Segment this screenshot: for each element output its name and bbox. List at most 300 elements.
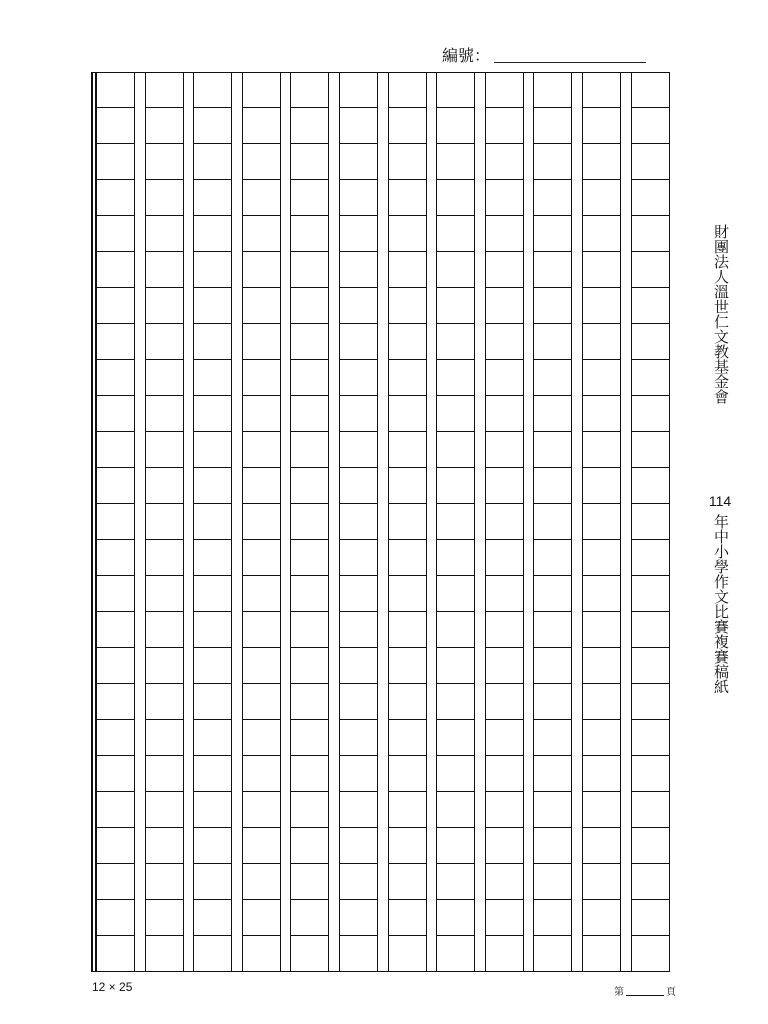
grid-cell[interactable] (340, 144, 377, 180)
grid-cell[interactable] (583, 252, 620, 288)
grid-cell[interactable] (534, 684, 571, 720)
grid-cell[interactable] (97, 936, 134, 972)
grid-cell[interactable] (389, 540, 426, 576)
grid-cell[interactable] (534, 252, 571, 288)
grid-cell[interactable] (583, 720, 620, 756)
grid-cell[interactable] (534, 396, 571, 432)
grid-cell[interactable] (340, 576, 377, 612)
grid-cell[interactable] (340, 864, 377, 900)
grid-cell[interactable] (97, 792, 134, 828)
grid-cell[interactable] (194, 756, 231, 792)
grid-cell[interactable] (291, 936, 328, 972)
grid-cell[interactable] (291, 504, 328, 540)
grid-cell[interactable] (437, 684, 474, 720)
grid-cell[interactable] (437, 180, 474, 216)
grid-cell[interactable] (534, 216, 571, 252)
grid-cell[interactable] (486, 756, 523, 792)
grid-cell[interactable] (389, 468, 426, 504)
grid-cell[interactable] (97, 324, 134, 360)
grid-cell[interactable] (146, 252, 183, 288)
grid-cell[interactable] (194, 360, 231, 396)
grid-cell[interactable] (243, 504, 280, 540)
grid-cell[interactable] (194, 432, 231, 468)
grid-cell[interactable] (194, 108, 231, 144)
grid-cell[interactable] (146, 468, 183, 504)
grid-cell[interactable] (534, 108, 571, 144)
grid-cell[interactable] (534, 540, 571, 576)
grid-cell[interactable] (534, 936, 571, 972)
grid-cell[interactable] (146, 504, 183, 540)
grid-cell[interactable] (437, 756, 474, 792)
grid-cell[interactable] (146, 396, 183, 432)
grid-cell[interactable] (534, 828, 571, 864)
grid-cell[interactable] (583, 432, 620, 468)
grid-cell[interactable] (194, 468, 231, 504)
grid-cell[interactable] (146, 360, 183, 396)
grid-cell[interactable] (534, 360, 571, 396)
grid-cell[interactable] (243, 324, 280, 360)
grid-cell[interactable] (146, 180, 183, 216)
grid-cell[interactable] (632, 756, 669, 792)
grid-cell[interactable] (583, 936, 620, 972)
grid-cell[interactable] (194, 396, 231, 432)
grid-cell[interactable] (583, 360, 620, 396)
grid-cell[interactable] (389, 900, 426, 936)
grid-cell[interactable] (146, 864, 183, 900)
grid-cell[interactable] (534, 648, 571, 684)
grid-cell[interactable] (389, 612, 426, 648)
grid-cell[interactable] (583, 144, 620, 180)
grid-cell[interactable] (583, 288, 620, 324)
grid-cell[interactable] (389, 864, 426, 900)
grid-cell[interactable] (194, 720, 231, 756)
grid-cell[interactable] (340, 756, 377, 792)
grid-cell[interactable] (243, 540, 280, 576)
grid-cell[interactable] (291, 756, 328, 792)
grid-cell[interactable] (486, 864, 523, 900)
grid-cell[interactable] (534, 468, 571, 504)
grid-cell[interactable] (97, 684, 134, 720)
grid-cell[interactable] (486, 540, 523, 576)
grid-cell[interactable] (583, 468, 620, 504)
grid-cell[interactable] (97, 108, 134, 144)
grid-cell[interactable] (243, 684, 280, 720)
grid-cell[interactable] (243, 792, 280, 828)
grid-cell[interactable] (534, 576, 571, 612)
grid-cell[interactable] (534, 900, 571, 936)
grid-cell[interactable] (583, 504, 620, 540)
grid-cell[interactable] (340, 324, 377, 360)
grid-cell[interactable] (486, 432, 523, 468)
grid-cell[interactable] (291, 144, 328, 180)
grid-cell[interactable] (534, 288, 571, 324)
grid-cell[interactable] (291, 540, 328, 576)
grid-cell[interactable] (340, 828, 377, 864)
grid-cell[interactable] (534, 324, 571, 360)
grid-cell[interactable] (97, 828, 134, 864)
grid-cell[interactable] (632, 684, 669, 720)
grid-cell[interactable] (583, 576, 620, 612)
grid-cell[interactable] (97, 756, 134, 792)
grid-cell[interactable] (486, 108, 523, 144)
grid-cell[interactable] (340, 216, 377, 252)
grid-cell[interactable] (583, 216, 620, 252)
grid-cell[interactable] (486, 792, 523, 828)
grid-cell[interactable] (486, 504, 523, 540)
grid-cell[interactable] (340, 180, 377, 216)
grid-cell[interactable] (291, 720, 328, 756)
grid-cell[interactable] (486, 252, 523, 288)
grid-cell[interactable] (291, 648, 328, 684)
grid-cell[interactable] (583, 828, 620, 864)
grid-cell[interactable] (340, 288, 377, 324)
grid-cell[interactable] (437, 720, 474, 756)
grid-cell[interactable] (534, 72, 571, 108)
grid-cell[interactable] (243, 432, 280, 468)
grid-cell[interactable] (437, 288, 474, 324)
grid-cell[interactable] (146, 936, 183, 972)
grid-cell[interactable] (97, 576, 134, 612)
grid-cell[interactable] (534, 180, 571, 216)
grid-cell[interactable] (194, 216, 231, 252)
grid-cell[interactable] (340, 900, 377, 936)
grid-cell[interactable] (389, 324, 426, 360)
grid-cell[interactable] (291, 396, 328, 432)
grid-cell[interactable] (389, 360, 426, 396)
grid-cell[interactable] (340, 108, 377, 144)
grid-cell[interactable] (632, 828, 669, 864)
grid-cell[interactable] (583, 540, 620, 576)
grid-cell[interactable] (437, 648, 474, 684)
grid-cell[interactable] (632, 576, 669, 612)
grid-cell[interactable] (194, 540, 231, 576)
grid-cell[interactable] (437, 144, 474, 180)
grid-cell[interactable] (194, 576, 231, 612)
grid-cell[interactable] (243, 360, 280, 396)
grid-cell[interactable] (194, 648, 231, 684)
grid-cell[interactable] (389, 72, 426, 108)
grid-cell[interactable] (437, 504, 474, 540)
grid-cell[interactable] (389, 684, 426, 720)
grid-cell[interactable] (632, 288, 669, 324)
grid-cell[interactable] (146, 324, 183, 360)
grid-cell[interactable] (389, 828, 426, 864)
grid-cell[interactable] (146, 108, 183, 144)
grid-cell[interactable] (146, 720, 183, 756)
grid-cell[interactable] (194, 828, 231, 864)
grid-cell[interactable] (97, 288, 134, 324)
grid-cell[interactable] (486, 144, 523, 180)
grid-cell[interactable] (146, 756, 183, 792)
grid-cell[interactable] (583, 396, 620, 432)
grid-cell[interactable] (146, 72, 183, 108)
grid-cell[interactable] (243, 936, 280, 972)
grid-cell[interactable] (97, 72, 134, 108)
grid-cell[interactable] (583, 612, 620, 648)
grid-cell[interactable] (389, 576, 426, 612)
grid-cell[interactable] (389, 252, 426, 288)
grid-cell[interactable] (146, 648, 183, 684)
grid-cell[interactable] (632, 864, 669, 900)
grid-cell[interactable] (146, 792, 183, 828)
grid-cell[interactable] (146, 900, 183, 936)
grid-cell[interactable] (486, 468, 523, 504)
grid-cell[interactable] (291, 864, 328, 900)
grid-cell[interactable] (291, 828, 328, 864)
grid-cell[interactable] (389, 936, 426, 972)
grid-cell[interactable] (486, 360, 523, 396)
grid-cell[interactable] (146, 684, 183, 720)
grid-cell[interactable] (437, 360, 474, 396)
grid-cell[interactable] (437, 792, 474, 828)
grid-cell[interactable] (632, 324, 669, 360)
grid-cell[interactable] (340, 540, 377, 576)
grid-cell[interactable] (146, 576, 183, 612)
grid-cell[interactable] (389, 396, 426, 432)
grid-cell[interactable] (437, 576, 474, 612)
grid-cell[interactable] (486, 324, 523, 360)
grid-cell[interactable] (632, 432, 669, 468)
grid-cell[interactable] (632, 360, 669, 396)
grid-cell[interactable] (583, 180, 620, 216)
grid-cell[interactable] (389, 288, 426, 324)
grid-cell[interactable] (486, 396, 523, 432)
grid-cell[interactable] (340, 360, 377, 396)
grid-cell[interactable] (340, 792, 377, 828)
grid-cell[interactable] (97, 252, 134, 288)
grid-cell[interactable] (632, 720, 669, 756)
grid-cell[interactable] (486, 72, 523, 108)
grid-cell[interactable] (243, 900, 280, 936)
grid-cell[interactable] (534, 756, 571, 792)
grid-cell[interactable] (486, 720, 523, 756)
grid-cell[interactable] (340, 468, 377, 504)
grid-cell[interactable] (146, 216, 183, 252)
grid-cell[interactable] (291, 324, 328, 360)
grid-cell[interactable] (389, 504, 426, 540)
grid-cell[interactable] (194, 144, 231, 180)
grid-cell[interactable] (243, 576, 280, 612)
grid-cell[interactable] (97, 216, 134, 252)
grid-cell[interactable] (194, 864, 231, 900)
grid-cell[interactable] (291, 216, 328, 252)
grid-cell[interactable] (194, 252, 231, 288)
grid-cell[interactable] (291, 900, 328, 936)
grid-cell[interactable] (243, 252, 280, 288)
grid-cell[interactable] (243, 144, 280, 180)
grid-cell[interactable] (583, 864, 620, 900)
grid-cell[interactable] (340, 648, 377, 684)
grid-cell[interactable] (486, 684, 523, 720)
grid-cell[interactable] (97, 720, 134, 756)
grid-cell[interactable] (583, 792, 620, 828)
grid-cell[interactable] (534, 720, 571, 756)
grid-cell[interactable] (243, 828, 280, 864)
grid-cell[interactable] (97, 396, 134, 432)
grid-cell[interactable] (534, 612, 571, 648)
grid-cell[interactable] (632, 648, 669, 684)
grid-cell[interactable] (291, 108, 328, 144)
grid-cell[interactable] (97, 360, 134, 396)
grid-cell[interactable] (437, 72, 474, 108)
grid-cell[interactable] (583, 684, 620, 720)
grid-cell[interactable] (632, 540, 669, 576)
grid-cell[interactable] (243, 648, 280, 684)
grid-cell[interactable] (632, 468, 669, 504)
grid-cell[interactable] (146, 144, 183, 180)
grid-cell[interactable] (194, 324, 231, 360)
grid-cell[interactable] (632, 72, 669, 108)
grid-cell[interactable] (291, 432, 328, 468)
grid-cell[interactable] (291, 612, 328, 648)
grid-cell[interactable] (243, 720, 280, 756)
grid-cell[interactable] (437, 252, 474, 288)
grid-cell[interactable] (194, 936, 231, 972)
grid-cell[interactable] (97, 144, 134, 180)
grid-cell[interactable] (486, 288, 523, 324)
grid-cell[interactable] (437, 396, 474, 432)
grid-cell[interactable] (632, 144, 669, 180)
grid-cell[interactable] (632, 612, 669, 648)
grid-cell[interactable] (243, 468, 280, 504)
grid-cell[interactable] (437, 900, 474, 936)
grid-cell[interactable] (632, 936, 669, 972)
grid-cell[interactable] (486, 612, 523, 648)
grid-cell[interactable] (291, 360, 328, 396)
grid-cell[interactable] (340, 720, 377, 756)
grid-cell[interactable] (243, 396, 280, 432)
grid-cell[interactable] (243, 288, 280, 324)
grid-cell[interactable] (389, 648, 426, 684)
grid-cell[interactable] (632, 252, 669, 288)
grid-cell[interactable] (437, 540, 474, 576)
grid-cell[interactable] (437, 612, 474, 648)
grid-cell[interactable] (437, 432, 474, 468)
grid-cell[interactable] (437, 468, 474, 504)
grid-cell[interactable] (194, 684, 231, 720)
grid-cell[interactable] (632, 900, 669, 936)
grid-cell[interactable] (340, 936, 377, 972)
grid-cell[interactable] (243, 72, 280, 108)
grid-cell[interactable] (243, 180, 280, 216)
grid-cell[interactable] (97, 180, 134, 216)
grid-cell[interactable] (389, 432, 426, 468)
grid-cell[interactable] (291, 684, 328, 720)
grid-cell[interactable] (389, 792, 426, 828)
grid-cell[interactable] (486, 576, 523, 612)
grid-cell[interactable] (389, 108, 426, 144)
grid-cell[interactable] (437, 324, 474, 360)
grid-cell[interactable] (97, 864, 134, 900)
grid-cell[interactable] (97, 648, 134, 684)
grid-cell[interactable] (486, 648, 523, 684)
grid-cell[interactable] (97, 900, 134, 936)
grid-cell[interactable] (291, 180, 328, 216)
grid-cell[interactable] (194, 612, 231, 648)
grid-cell[interactable] (632, 792, 669, 828)
grid-cell[interactable] (146, 540, 183, 576)
grid-cell[interactable] (534, 144, 571, 180)
grid-cell[interactable] (389, 720, 426, 756)
grid-cell[interactable] (97, 468, 134, 504)
grid-cell[interactable] (243, 756, 280, 792)
grid-cell[interactable] (486, 936, 523, 972)
grid-cell[interactable] (146, 288, 183, 324)
grid-cell[interactable] (632, 108, 669, 144)
grid-cell[interactable] (194, 900, 231, 936)
grid-cell[interactable] (632, 216, 669, 252)
grid-cell[interactable] (486, 900, 523, 936)
grid-cell[interactable] (243, 864, 280, 900)
grid-cell[interactable] (243, 612, 280, 648)
grid-cell[interactable] (291, 792, 328, 828)
grid-cell[interactable] (583, 756, 620, 792)
grid-cell[interactable] (340, 612, 377, 648)
grid-cell[interactable] (97, 504, 134, 540)
grid-cell[interactable] (291, 468, 328, 504)
grid-cell[interactable] (291, 252, 328, 288)
grid-cell[interactable] (243, 216, 280, 252)
grid-cell[interactable] (97, 612, 134, 648)
grid-cell[interactable] (486, 828, 523, 864)
grid-cell[interactable] (437, 936, 474, 972)
grid-cell[interactable] (583, 108, 620, 144)
grid-cell[interactable] (389, 216, 426, 252)
grid-cell[interactable] (340, 252, 377, 288)
grid-cell[interactable] (486, 216, 523, 252)
grid-cell[interactable] (243, 108, 280, 144)
grid-cell[interactable] (194, 504, 231, 540)
grid-cell[interactable] (340, 504, 377, 540)
grid-cell[interactable] (340, 396, 377, 432)
grid-cell[interactable] (437, 864, 474, 900)
grid-cell[interactable] (534, 432, 571, 468)
grid-cell[interactable] (534, 792, 571, 828)
grid-cell[interactable] (583, 900, 620, 936)
grid-cell[interactable] (583, 72, 620, 108)
grid-cell[interactable] (97, 432, 134, 468)
grid-cell[interactable] (486, 180, 523, 216)
grid-cell[interactable] (146, 828, 183, 864)
grid-cell[interactable] (291, 72, 328, 108)
grid-cell[interactable] (291, 288, 328, 324)
grid-cell[interactable] (146, 432, 183, 468)
grid-cell[interactable] (194, 792, 231, 828)
grid-cell[interactable] (291, 576, 328, 612)
grid-cell[interactable] (340, 432, 377, 468)
grid-cell[interactable] (632, 180, 669, 216)
grid-cell[interactable] (583, 324, 620, 360)
grid-cell[interactable] (632, 396, 669, 432)
grid-cell[interactable] (632, 504, 669, 540)
grid-cell[interactable] (340, 72, 377, 108)
grid-cell[interactable] (146, 612, 183, 648)
grid-cell[interactable] (389, 180, 426, 216)
grid-cell[interactable] (534, 504, 571, 540)
grid-cell[interactable] (389, 756, 426, 792)
grid-cell[interactable] (389, 144, 426, 180)
grid-cell[interactable] (194, 72, 231, 108)
grid-cell[interactable] (194, 288, 231, 324)
grid-cell[interactable] (437, 108, 474, 144)
grid-cell[interactable] (340, 684, 377, 720)
grid-cell[interactable] (97, 540, 134, 576)
grid-cell[interactable] (437, 216, 474, 252)
grid-cell[interactable] (534, 864, 571, 900)
grid-cell[interactable] (583, 648, 620, 684)
grid-cell[interactable] (194, 180, 231, 216)
grid-cell[interactable] (437, 828, 474, 864)
